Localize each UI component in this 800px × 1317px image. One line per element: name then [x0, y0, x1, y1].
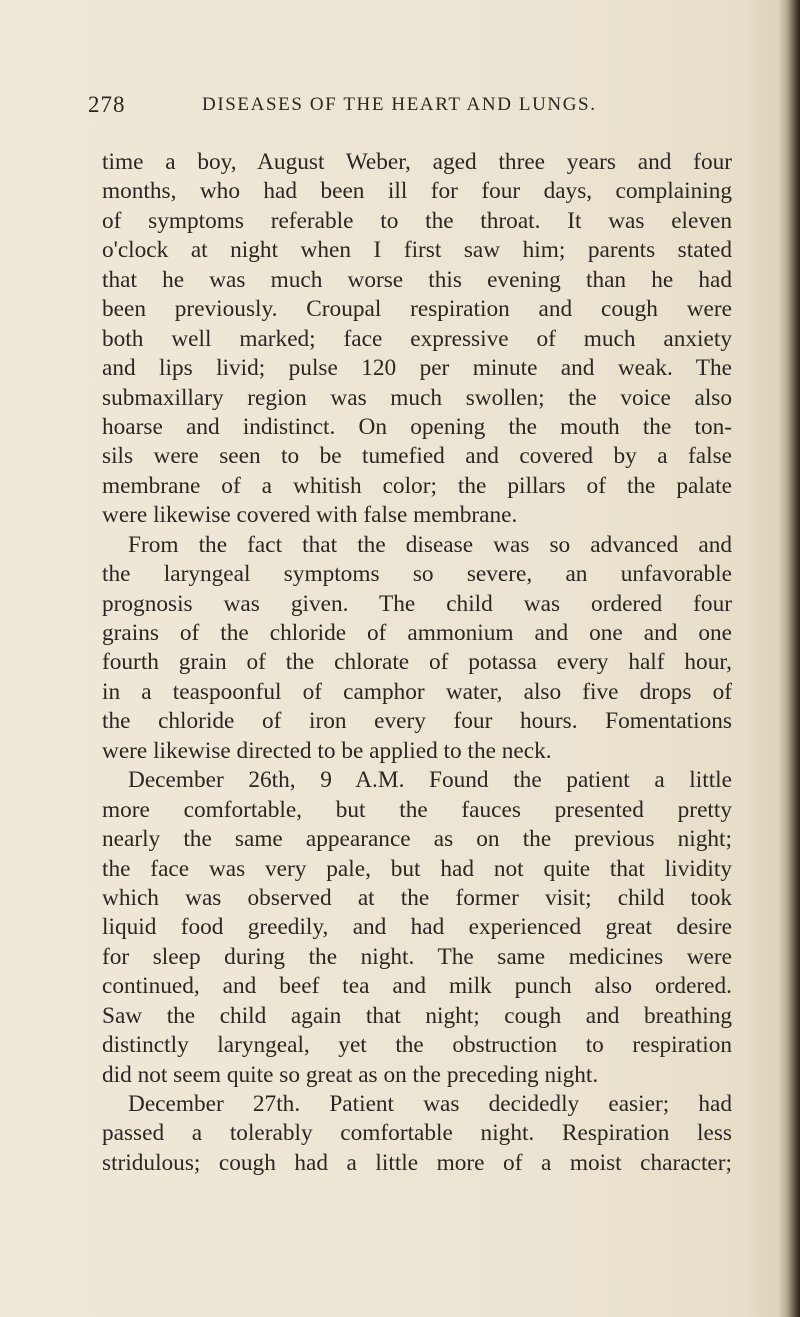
text-line: prognosis was given. The child was ordered four	[102, 590, 732, 617]
text-line: continued, and beef tea and milk punch also ordered.	[102, 973, 732, 1000]
text-line: distinctly laryngeal, yet the obstruction to respiration	[102, 1032, 732, 1059]
text-line: the chloride of iron every four hours. Fomentations	[102, 708, 732, 735]
text-line: more comfortable, but the fauces presented pretty	[102, 796, 732, 823]
page-gutter-shadow	[778, 0, 800, 1317]
text-line: passed a tolerably comfortable night. Respiration less	[102, 1120, 732, 1147]
page-header	[88, 92, 728, 128]
text-line: fourth grain of the chlorate of potassa every half hour,	[102, 649, 732, 676]
body-text	[102, 148, 732, 1178]
text-line: From the fact that the disease was so advanced and	[128, 531, 732, 558]
text-line: nearly the same appearance as on the previous night;	[102, 826, 732, 853]
text-line: months, who had been ill for four days, complaining	[102, 178, 732, 205]
text-line: time a boy, August Weber, aged three years and four	[102, 149, 732, 175]
text-line: were likewise directed to be applied to the neck.	[102, 737, 552, 764]
text-line: the laryngeal symptoms so severe, an unfavorable	[102, 561, 732, 588]
text-line: did not seem quite so great as on the preceding night.	[102, 1061, 599, 1088]
text-line: liquid food greedily, and had experienced great desire	[102, 914, 732, 941]
text-line: sils were seen to be tumefied and covered by a false	[102, 443, 732, 470]
text-line: for sleep during the night. The same medicines were	[102, 943, 732, 970]
text-line: been previously. Croupal respiration and cough were	[102, 296, 732, 323]
text-line: December 27th. Patient was decidedly easier; had	[128, 1091, 732, 1117]
text-line: membrane of a whitish color; the pillars of the palate	[102, 472, 732, 499]
text-line: grains of the chloride of ammonium and one and one	[102, 620, 732, 646]
text-line: in a teaspoonful of camphor water, also five drops of	[102, 678, 732, 705]
text-line: December 26th, 9 A.M. Found the patient a little	[128, 767, 732, 794]
text-line: which was observed at the former visit; child took	[102, 884, 732, 911]
text-line: and lips livid; pulse 120 per minute and weak. The	[102, 355, 732, 382]
text-line: of symptoms referable to the throat. It was eleven	[102, 207, 732, 234]
text-line: were likewise covered with false membrane.	[102, 502, 518, 529]
text-line: the face was very pale, but had not quite that lividity	[102, 855, 732, 882]
text-line: o'clock at night when I first saw him; parents stated	[102, 237, 732, 264]
text-line: stridulous; cough had a little more of a moist character;	[102, 1149, 732, 1176]
text-line: hoarse and indistinct. On opening the mouth the ton-	[102, 413, 732, 440]
text-line: submaxillary region was much swollen; the voice also	[102, 384, 732, 411]
running-head: DISEASES OF THE HEART AND LUNGS.	[202, 94, 597, 115]
text-line: Saw the child again that night; cough and breathing	[102, 1002, 732, 1029]
page-number: 278	[88, 92, 126, 117]
text-line: both well marked; face expressive of much anxiety	[102, 325, 732, 352]
text-line: that he was much worse this evening than he had	[102, 266, 732, 293]
